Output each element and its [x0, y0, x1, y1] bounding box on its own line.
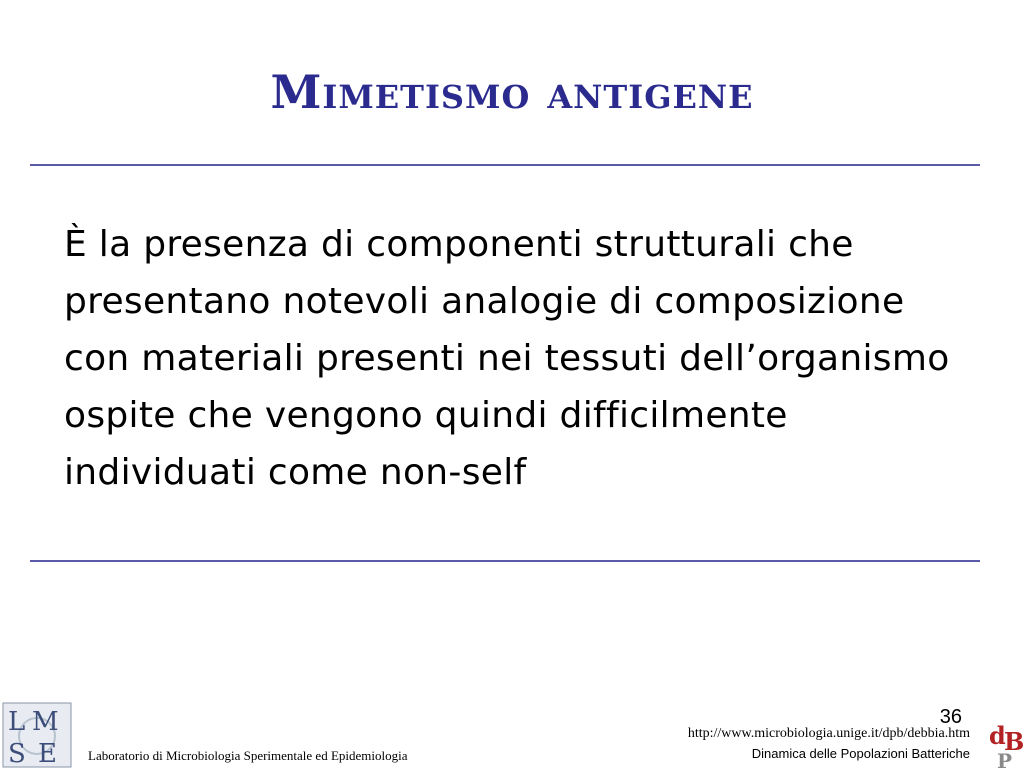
source-url[interactable]: http://www.microbiologia.unige.it/dpb/debbia.htm — [687, 726, 970, 741]
title-divider — [30, 164, 980, 166]
body-divider — [30, 560, 980, 562]
svg-text:L: L — [8, 707, 26, 737]
svg-text:S: S — [8, 739, 26, 768]
dbp-logo — [987, 720, 1024, 768]
svg-text:d: d — [989, 721, 1006, 750]
slide-body-text: È la presenza di componenti strutturali che presentano notevoli analogie di composizione con materiali presenti nei tessuti dell’organismo ospite che vengono quindi difficilmente individuati come non-self — [64, 224, 950, 493]
lmse-logo — [2, 702, 72, 768]
course-subtitle: Dinamica delle Popolazioni Batteriche — [751, 746, 970, 761]
lab-name: Laboratorio di Microbiologia Sperimentale ed Epidemiologia — [88, 748, 408, 763]
svg-text:B: B — [1004, 727, 1024, 756]
svg-text:M: M — [32, 707, 59, 737]
slide-title: Mimetismo antigene — [270, 65, 754, 119]
svg-text:P: P — [997, 749, 1013, 768]
svg-text:E: E — [38, 739, 57, 768]
page-number: 36 — [939, 706, 962, 728]
